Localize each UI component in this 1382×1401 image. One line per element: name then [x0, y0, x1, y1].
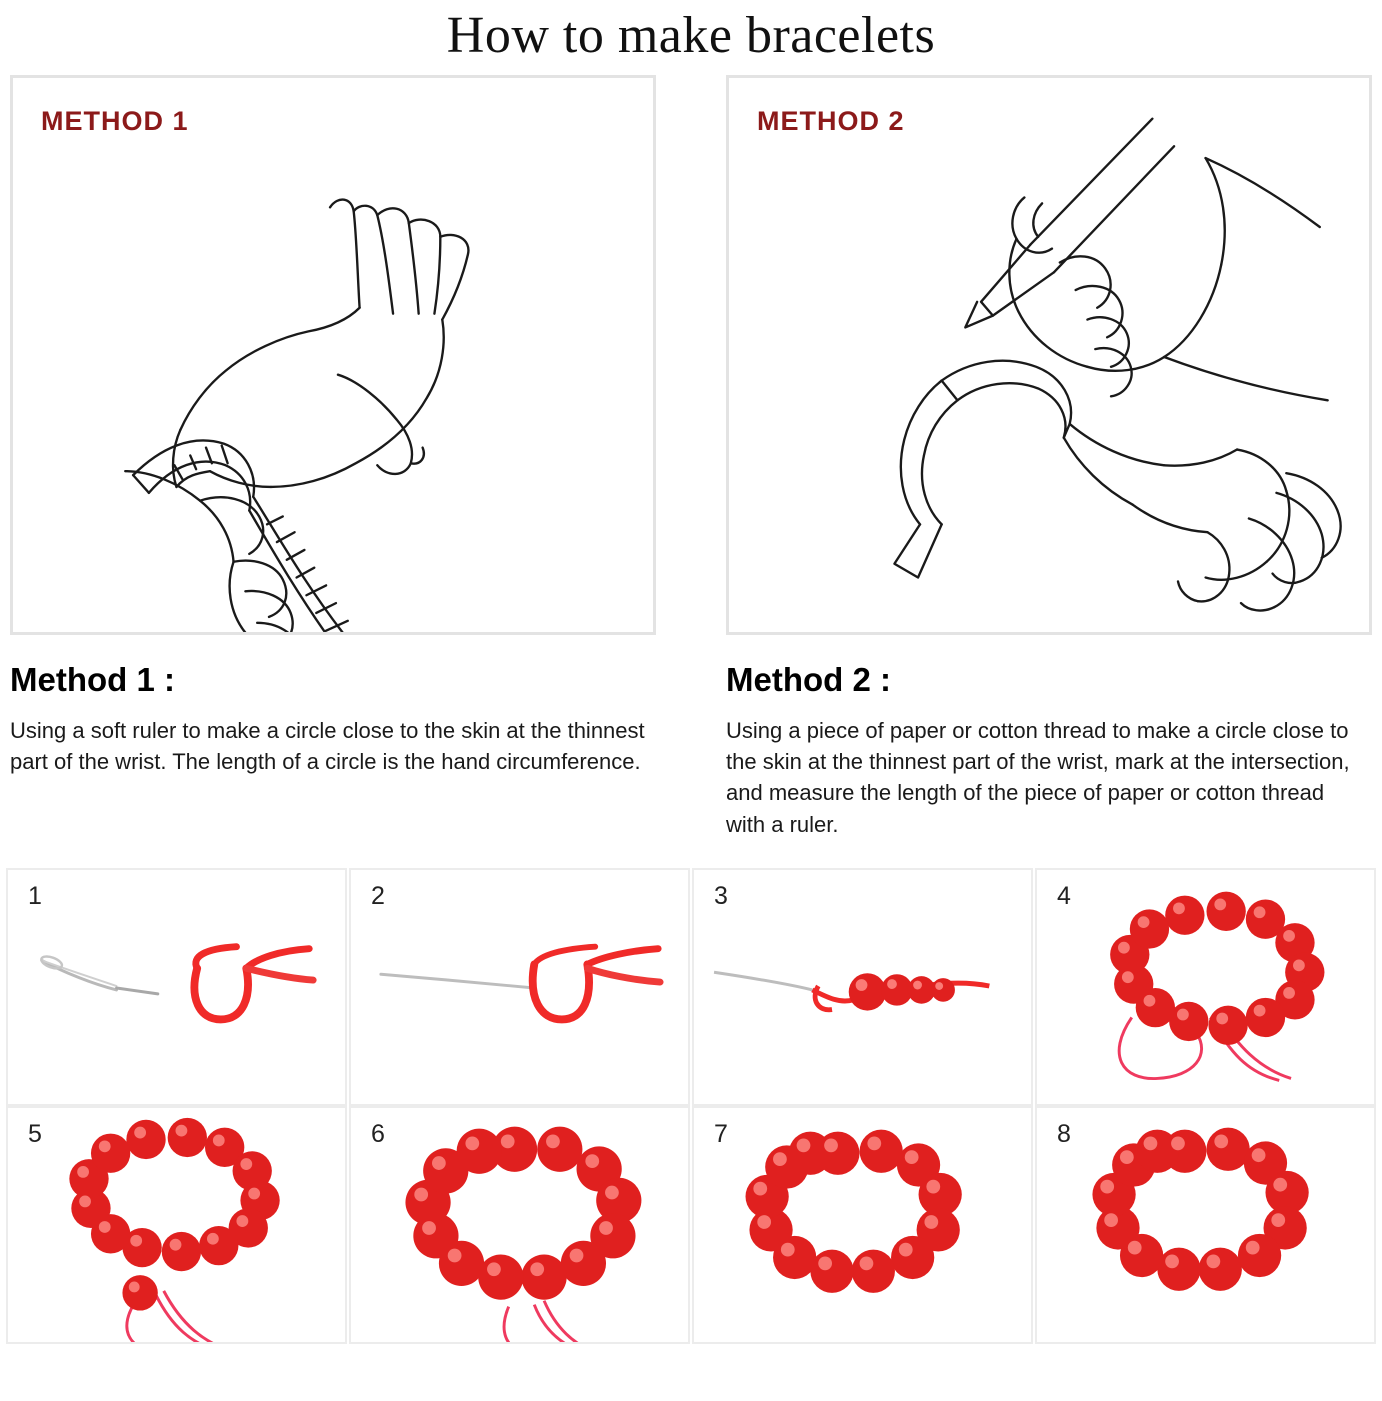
method-1-figure	[10, 75, 656, 635]
step-number: 8	[1057, 1119, 1071, 1148]
beads-strung-on-cord-illustration	[694, 870, 1031, 1104]
step-cell	[6, 1106, 347, 1344]
step-cell	[1035, 1106, 1376, 1344]
step-cell	[692, 868, 1033, 1106]
bead-ring-tightened-illustration	[351, 1108, 688, 1342]
step-number: 5	[28, 1119, 42, 1148]
bead-ring-with-extra-bead-illustration	[8, 1108, 345, 1342]
step-number: 6	[371, 1119, 385, 1148]
method-column-1	[10, 75, 656, 840]
method-column-2	[726, 75, 1372, 840]
method-2-tag: METHOD 2	[757, 106, 905, 136]
method-1-heading: Method 1 :	[10, 661, 175, 698]
hand-with-measuring-tape-illustration	[13, 78, 653, 632]
steps-grid	[0, 868, 1382, 1344]
hand-with-paper-strip-and-pen-illustration	[729, 78, 1369, 632]
steps-row-bottom	[6, 1106, 1376, 1344]
page-title: How to make bracelets	[446, 7, 936, 64]
step-number: 1	[28, 881, 42, 910]
method-1-text: Using a soft ruler to make a circle close to the skin at the thinnest part of the wrist. The length of a circle is the hand circumference.	[10, 718, 645, 775]
method-2-text: Using a piece of paper or cotton thread to make a circle close to the skin at the thinnest part of the wrist, mark at the intersection, and measure the length of the piece of paper or cotton thread with a ruler.	[726, 718, 1350, 837]
step-cell	[1035, 868, 1376, 1106]
needle-and-folded-red-cord-illustration	[8, 870, 345, 1104]
step-number: 3	[714, 881, 728, 910]
needle-threaded-through-red-cord-illustration	[351, 870, 688, 1104]
method-2-figure	[726, 75, 1372, 635]
step-cell	[692, 1106, 1033, 1344]
step-cell	[349, 1106, 690, 1344]
bead-ring-with-loose-cord-ends-illustration	[1037, 870, 1374, 1104]
step-cell	[349, 868, 690, 1106]
step-number: 7	[714, 1119, 728, 1148]
steps-row-top	[6, 868, 1376, 1106]
methods-row	[0, 75, 1382, 840]
method-2-heading: Method 2 :	[726, 661, 891, 698]
step-number: 2	[371, 881, 385, 910]
finished-bead-bracelet-illustration	[694, 1108, 1031, 1342]
finished-bead-bracelet-alt-illustration	[1037, 1108, 1374, 1342]
step-number: 4	[1057, 881, 1071, 910]
method-1-tag: METHOD 1	[41, 106, 189, 136]
step-cell	[6, 868, 347, 1106]
